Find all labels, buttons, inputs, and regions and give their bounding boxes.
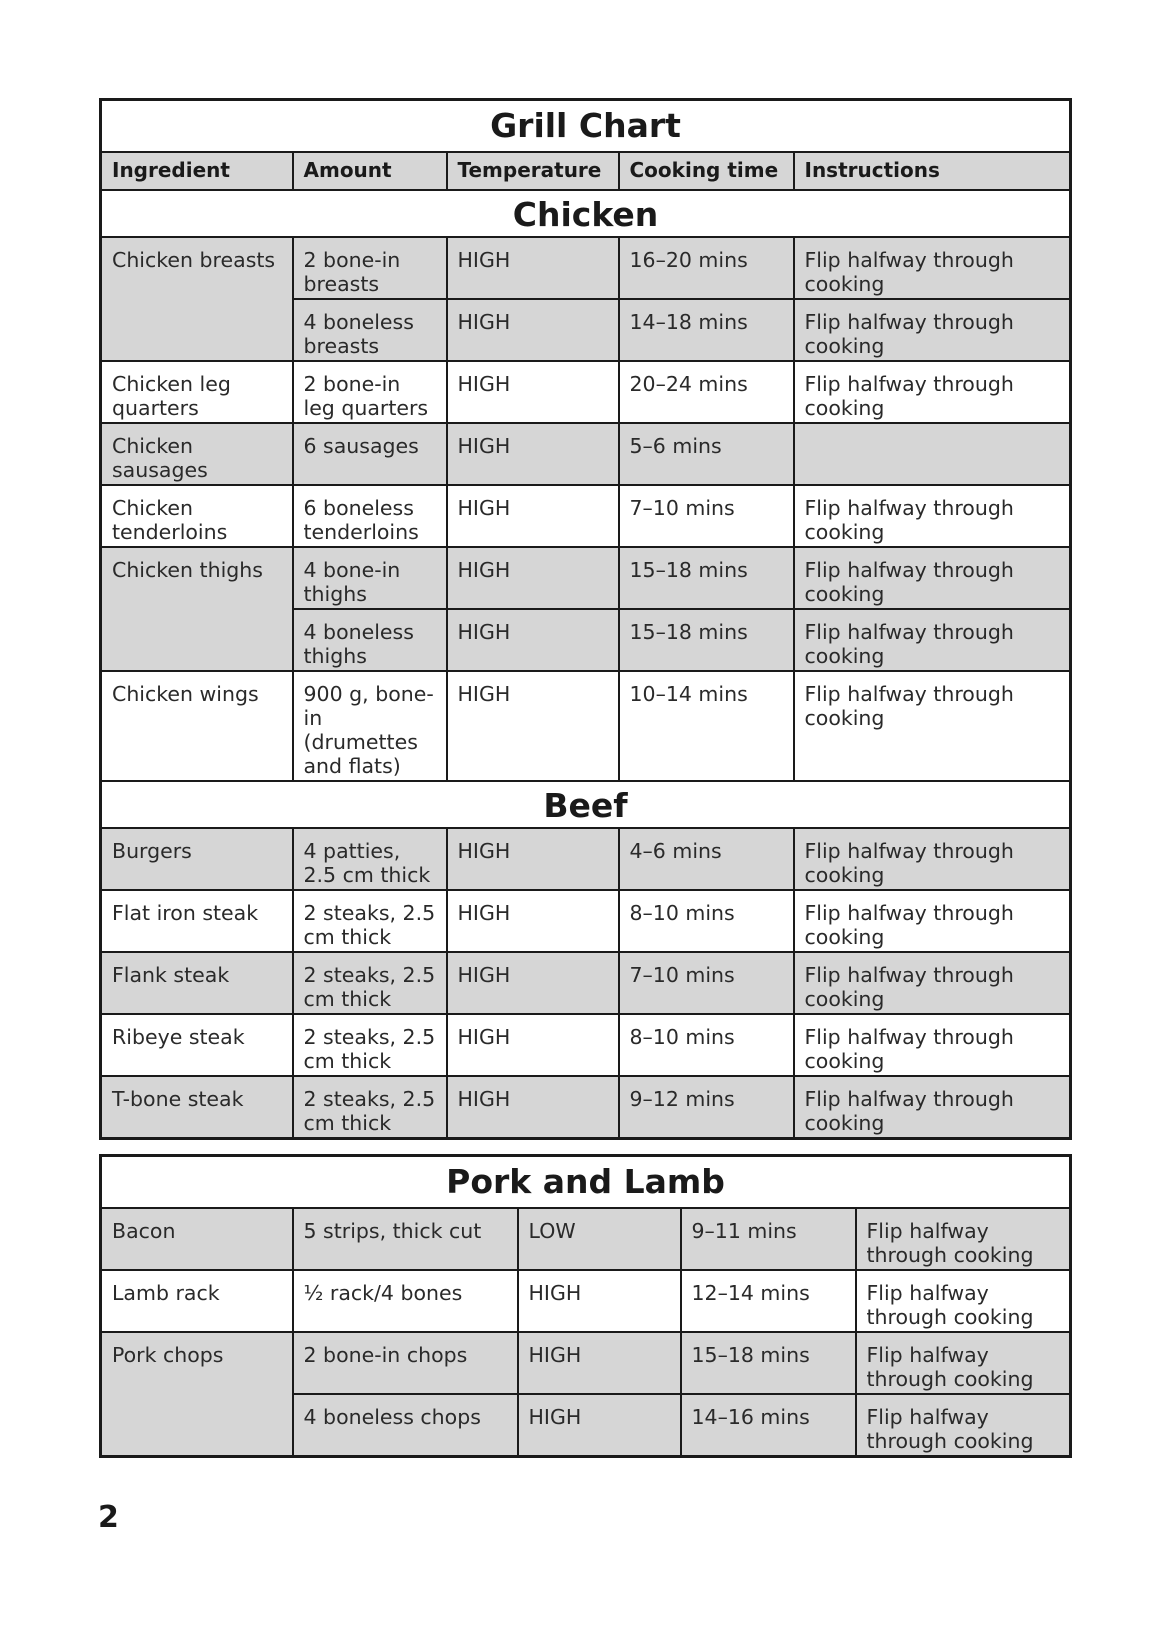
- time-cell: 9–12 mins: [619, 1076, 794, 1139]
- section-title-beef: Beef: [101, 781, 1071, 828]
- instructions-cell: Flip halfway through cooking: [794, 1014, 1071, 1076]
- temperature-cell: HIGH: [447, 485, 619, 547]
- instructions-cell: Flip halfway through cooking: [794, 671, 1071, 781]
- ingredient-cell: Ribeye steak: [101, 1014, 293, 1076]
- temperature-cell: HIGH: [518, 1270, 681, 1332]
- section-title-chicken: Chicken: [101, 190, 1071, 237]
- table-row: [101, 1270, 1071, 1332]
- time-cell: 12–14 mins: [681, 1270, 856, 1332]
- column-header-instructions: Instructions: [794, 152, 1071, 190]
- temperature-cell: HIGH: [518, 1332, 681, 1394]
- time-cell: 8–10 mins: [619, 1014, 794, 1076]
- temperature-cell: HIGH: [518, 1394, 681, 1457]
- time-cell: 7–10 mins: [619, 485, 794, 547]
- instructions-cell: Flip halfway through cooking: [856, 1394, 1071, 1457]
- table-row: [101, 1076, 1071, 1139]
- amount-cell: 4 bone-in thighs: [293, 547, 447, 609]
- time-cell: 14–16 mins: [681, 1394, 856, 1457]
- temperature-cell: HIGH: [447, 828, 619, 890]
- instructions-cell: Flip halfway through cooking: [794, 609, 1071, 671]
- amount-cell: 4 patties, 2.5 cm thick: [293, 828, 447, 890]
- time-cell: 20–24 mins: [619, 361, 794, 423]
- time-cell: 4–6 mins: [619, 828, 794, 890]
- amount-cell: ½ rack/4 bones: [293, 1270, 518, 1332]
- ingredient-cell: Bacon: [101, 1208, 293, 1270]
- table-row: [101, 1014, 1071, 1076]
- amount-cell: 4 boneless chops: [293, 1394, 518, 1457]
- table-row: [101, 890, 1071, 952]
- time-cell: 9–11 mins: [681, 1208, 856, 1270]
- time-cell: 15–18 mins: [681, 1332, 856, 1394]
- time-cell: 10–14 mins: [619, 671, 794, 781]
- instructions-cell: Flip halfway through cooking: [856, 1270, 1071, 1332]
- temperature-cell: HIGH: [447, 237, 619, 299]
- section-title-pork-and-lamb: Pork and Lamb: [101, 1156, 1071, 1209]
- time-cell: 14–18 mins: [619, 299, 794, 361]
- instructions-cell: Flip halfway through cooking: [794, 237, 1071, 299]
- header-row: [101, 152, 1071, 190]
- amount-cell: 2 steaks, 2.5 cm thick: [293, 890, 447, 952]
- amount-cell: 4 boneless breasts: [293, 299, 447, 361]
- amount-cell: 4 boneless thighs: [293, 609, 447, 671]
- time-cell: 8–10 mins: [619, 890, 794, 952]
- title-row: [101, 100, 1071, 153]
- section-row-beef: [101, 781, 1071, 828]
- table-row: [101, 485, 1071, 547]
- time-cell: 7–10 mins: [619, 952, 794, 1014]
- ingredient-cell: T-bone steak: [101, 1076, 293, 1139]
- table-title: Grill Chart: [101, 100, 1071, 153]
- instructions-cell: Flip halfway through cooking: [794, 485, 1071, 547]
- time-cell: 15–18 mins: [619, 609, 794, 671]
- table-row: [101, 237, 1071, 299]
- instructions-cell: Flip halfway through cooking: [794, 299, 1071, 361]
- table-row: [101, 1332, 1071, 1394]
- time-cell: 16–20 mins: [619, 237, 794, 299]
- temperature-cell: HIGH: [447, 1076, 619, 1139]
- ingredient-cell: Flat iron steak: [101, 890, 293, 952]
- temperature-cell: HIGH: [447, 671, 619, 781]
- temperature-cell: HIGH: [447, 547, 619, 609]
- page-number: 2: [98, 1500, 119, 1535]
- amount-cell: 2 steaks, 2.5 cm thick: [293, 952, 447, 1014]
- table-row: [101, 1208, 1071, 1270]
- time-cell: 5–6 mins: [619, 423, 794, 485]
- amount-cell: 2 steaks, 2.5 cm thick: [293, 1076, 447, 1139]
- table-row: [101, 828, 1071, 890]
- instructions-cell: [794, 423, 1071, 485]
- temperature-cell: HIGH: [447, 1014, 619, 1076]
- instructions-cell: Flip halfway through cooking: [794, 1076, 1071, 1139]
- table-row: [101, 547, 1071, 609]
- section-row-chicken: [101, 190, 1071, 237]
- amount-cell: 2 bone-in chops: [293, 1332, 518, 1394]
- ingredient-cell: Burgers: [101, 828, 293, 890]
- temperature-cell: HIGH: [447, 299, 619, 361]
- table-row: [101, 423, 1071, 485]
- instructions-cell: Flip halfway through cooking: [856, 1332, 1071, 1394]
- amount-cell: 6 sausages: [293, 423, 447, 485]
- ingredient-cell: Chicken tenderloins: [101, 485, 293, 547]
- temperature-cell: LOW: [518, 1208, 681, 1270]
- table-row: [101, 671, 1071, 781]
- ingredient-cell: Chicken leg quarters: [101, 361, 293, 423]
- column-header-amount: Amount: [293, 152, 447, 190]
- ingredient-cell: Chicken wings: [101, 671, 293, 781]
- amount-cell: 2 steaks, 2.5 cm thick: [293, 1014, 447, 1076]
- time-cell: 15–18 mins: [619, 547, 794, 609]
- column-header-cooking-time: Cooking time: [619, 152, 794, 190]
- ingredient-cell: Pork chops: [101, 1332, 293, 1457]
- ingredient-cell: Chicken thighs: [101, 547, 293, 671]
- amount-cell: 900 g, bone-in (drumettes and flats): [293, 671, 447, 781]
- temperature-cell: HIGH: [447, 361, 619, 423]
- amount-cell: 6 boneless tenderloins: [293, 485, 447, 547]
- pork-and-lamb-table: [99, 1154, 1072, 1458]
- title-row: [101, 1156, 1071, 1209]
- instructions-cell: Flip halfway through cooking: [794, 890, 1071, 952]
- temperature-cell: HIGH: [447, 952, 619, 1014]
- column-header-ingredient: Ingredient: [101, 152, 293, 190]
- table-row: [101, 361, 1071, 423]
- temperature-cell: HIGH: [447, 423, 619, 485]
- instructions-cell: Flip halfway through cooking: [856, 1208, 1071, 1270]
- instructions-cell: Flip halfway through cooking: [794, 547, 1071, 609]
- temperature-cell: HIGH: [447, 609, 619, 671]
- ingredient-cell: Chicken sausages: [101, 423, 293, 485]
- amount-cell: 2 bone-in breasts: [293, 237, 447, 299]
- amount-cell: 5 strips, thick cut: [293, 1208, 518, 1270]
- ingredient-cell: Chicken breasts: [101, 237, 293, 361]
- instructions-cell: Flip halfway through cooking: [794, 828, 1071, 890]
- table-row: [101, 952, 1071, 1014]
- instructions-cell: Flip halfway through cooking: [794, 952, 1071, 1014]
- ingredient-cell: Flank steak: [101, 952, 293, 1014]
- instructions-cell: Flip halfway through cooking: [794, 361, 1071, 423]
- column-header-temperature: Temperature: [447, 152, 619, 190]
- amount-cell: 2 bone-in leg quarters: [293, 361, 447, 423]
- ingredient-cell: Lamb rack: [101, 1270, 293, 1332]
- grill-chart-table: [99, 98, 1072, 1140]
- temperature-cell: HIGH: [447, 890, 619, 952]
